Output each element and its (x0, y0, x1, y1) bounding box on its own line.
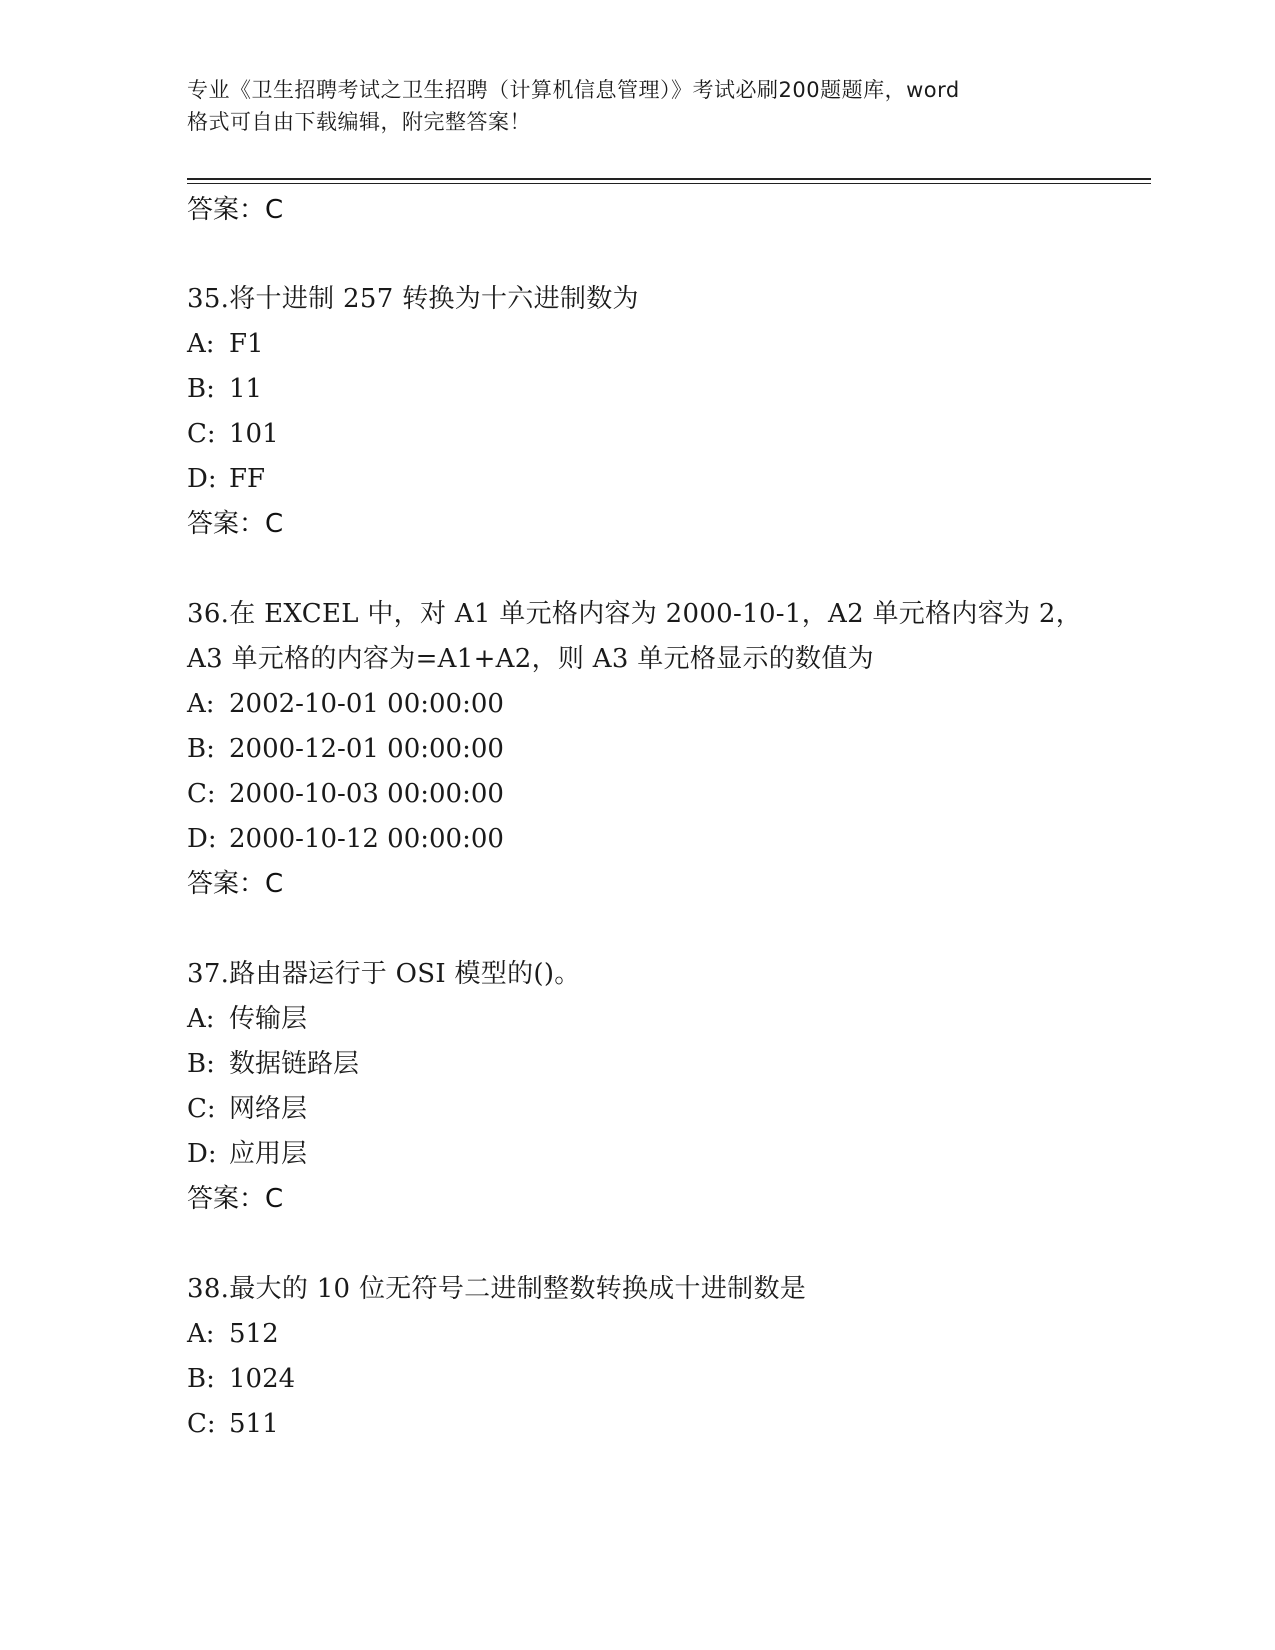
option-label: D: (187, 824, 217, 854)
option-label: A: (187, 689, 215, 719)
option-text: 511 (229, 1409, 279, 1439)
option-text: 2002-10-01 00:00:00 (229, 689, 504, 719)
option-text: 2000-10-03 00:00:00 (229, 779, 504, 809)
question-36-option-c (187, 777, 504, 811)
option-label: A: (187, 329, 215, 359)
option-text: 传输层 (229, 1004, 308, 1034)
answer-prev: 答案：C (187, 195, 284, 225)
document-header (187, 74, 1087, 138)
question-38-option-c (187, 1407, 279, 1441)
question-38-option-a (187, 1317, 279, 1351)
option-text: 网络层 (229, 1094, 308, 1124)
option-label: C: (187, 1094, 216, 1124)
option-text: 2000-10-12 00:00:00 (229, 824, 504, 854)
option-text: 2000-12-01 00:00:00 (229, 734, 504, 764)
question-38-option-b (187, 1362, 295, 1396)
question-37-option-b (187, 1047, 359, 1081)
question-36-option-b (187, 732, 504, 766)
option-label: A: (187, 1319, 215, 1349)
question-36-option-d (187, 822, 504, 856)
question-37-option-d (187, 1137, 307, 1171)
option-label: D: (187, 1139, 217, 1169)
question-37-option-a (187, 1002, 307, 1036)
question-36-answer: 答案：C (187, 869, 284, 899)
question-35-option-a (187, 327, 264, 361)
question-37-answer: 答案：C (187, 1184, 284, 1214)
question-35-answer: 答案：C (187, 509, 284, 539)
option-label: C: (187, 419, 216, 449)
option-label: B: (187, 1364, 215, 1394)
question-35-option-d (187, 462, 265, 496)
header-divider-thin (187, 183, 1151, 184)
question-35-title: 35.将十进制 257 转换为十六进制数为 (187, 284, 639, 314)
option-text: 1024 (229, 1364, 296, 1394)
question-38-title: 38.最大的 10 位无符号二进制整数转换成十进制数是 (187, 1274, 807, 1304)
option-label: C: (187, 779, 216, 809)
option-text: 512 (229, 1319, 279, 1349)
question-37-option-c (187, 1092, 307, 1126)
option-label: B: (187, 1049, 215, 1079)
option-text: 11 (229, 374, 263, 404)
option-label: C: (187, 1409, 216, 1439)
option-label: A: (187, 1004, 215, 1034)
option-label: B: (187, 374, 215, 404)
header-line-1: 专业《卫生招聘考试之卫生招聘（计算机信息管理）》考试必刷200题题库，word (187, 78, 960, 102)
option-text: FF (229, 464, 266, 494)
option-text: 101 (229, 419, 279, 449)
header-line-2: 格式可自由下载编辑，附完整答案！ (187, 110, 531, 134)
question-36-option-a (187, 687, 504, 721)
option-text: 数据链路层 (229, 1049, 360, 1079)
question-36-title-line-1: 36.在 EXCEL 中，对 A1 单元格内容为 2000-10-1，A2 单元格内容为 2， (187, 599, 1083, 629)
option-text: 应用层 (229, 1139, 308, 1169)
option-label: B: (187, 734, 215, 764)
question-35-option-b (187, 372, 262, 406)
question-36-title-line-2: A3 单元格的内容为=A1+A2，则 A3 单元格显示的数值为 (187, 644, 874, 674)
question-37-title: 37.路由器运行于 OSI 模型的()。 (187, 959, 581, 989)
question-35-option-c (187, 417, 279, 451)
header-divider-thick (187, 178, 1151, 180)
option-label: D: (187, 464, 217, 494)
option-text: F1 (229, 329, 264, 359)
